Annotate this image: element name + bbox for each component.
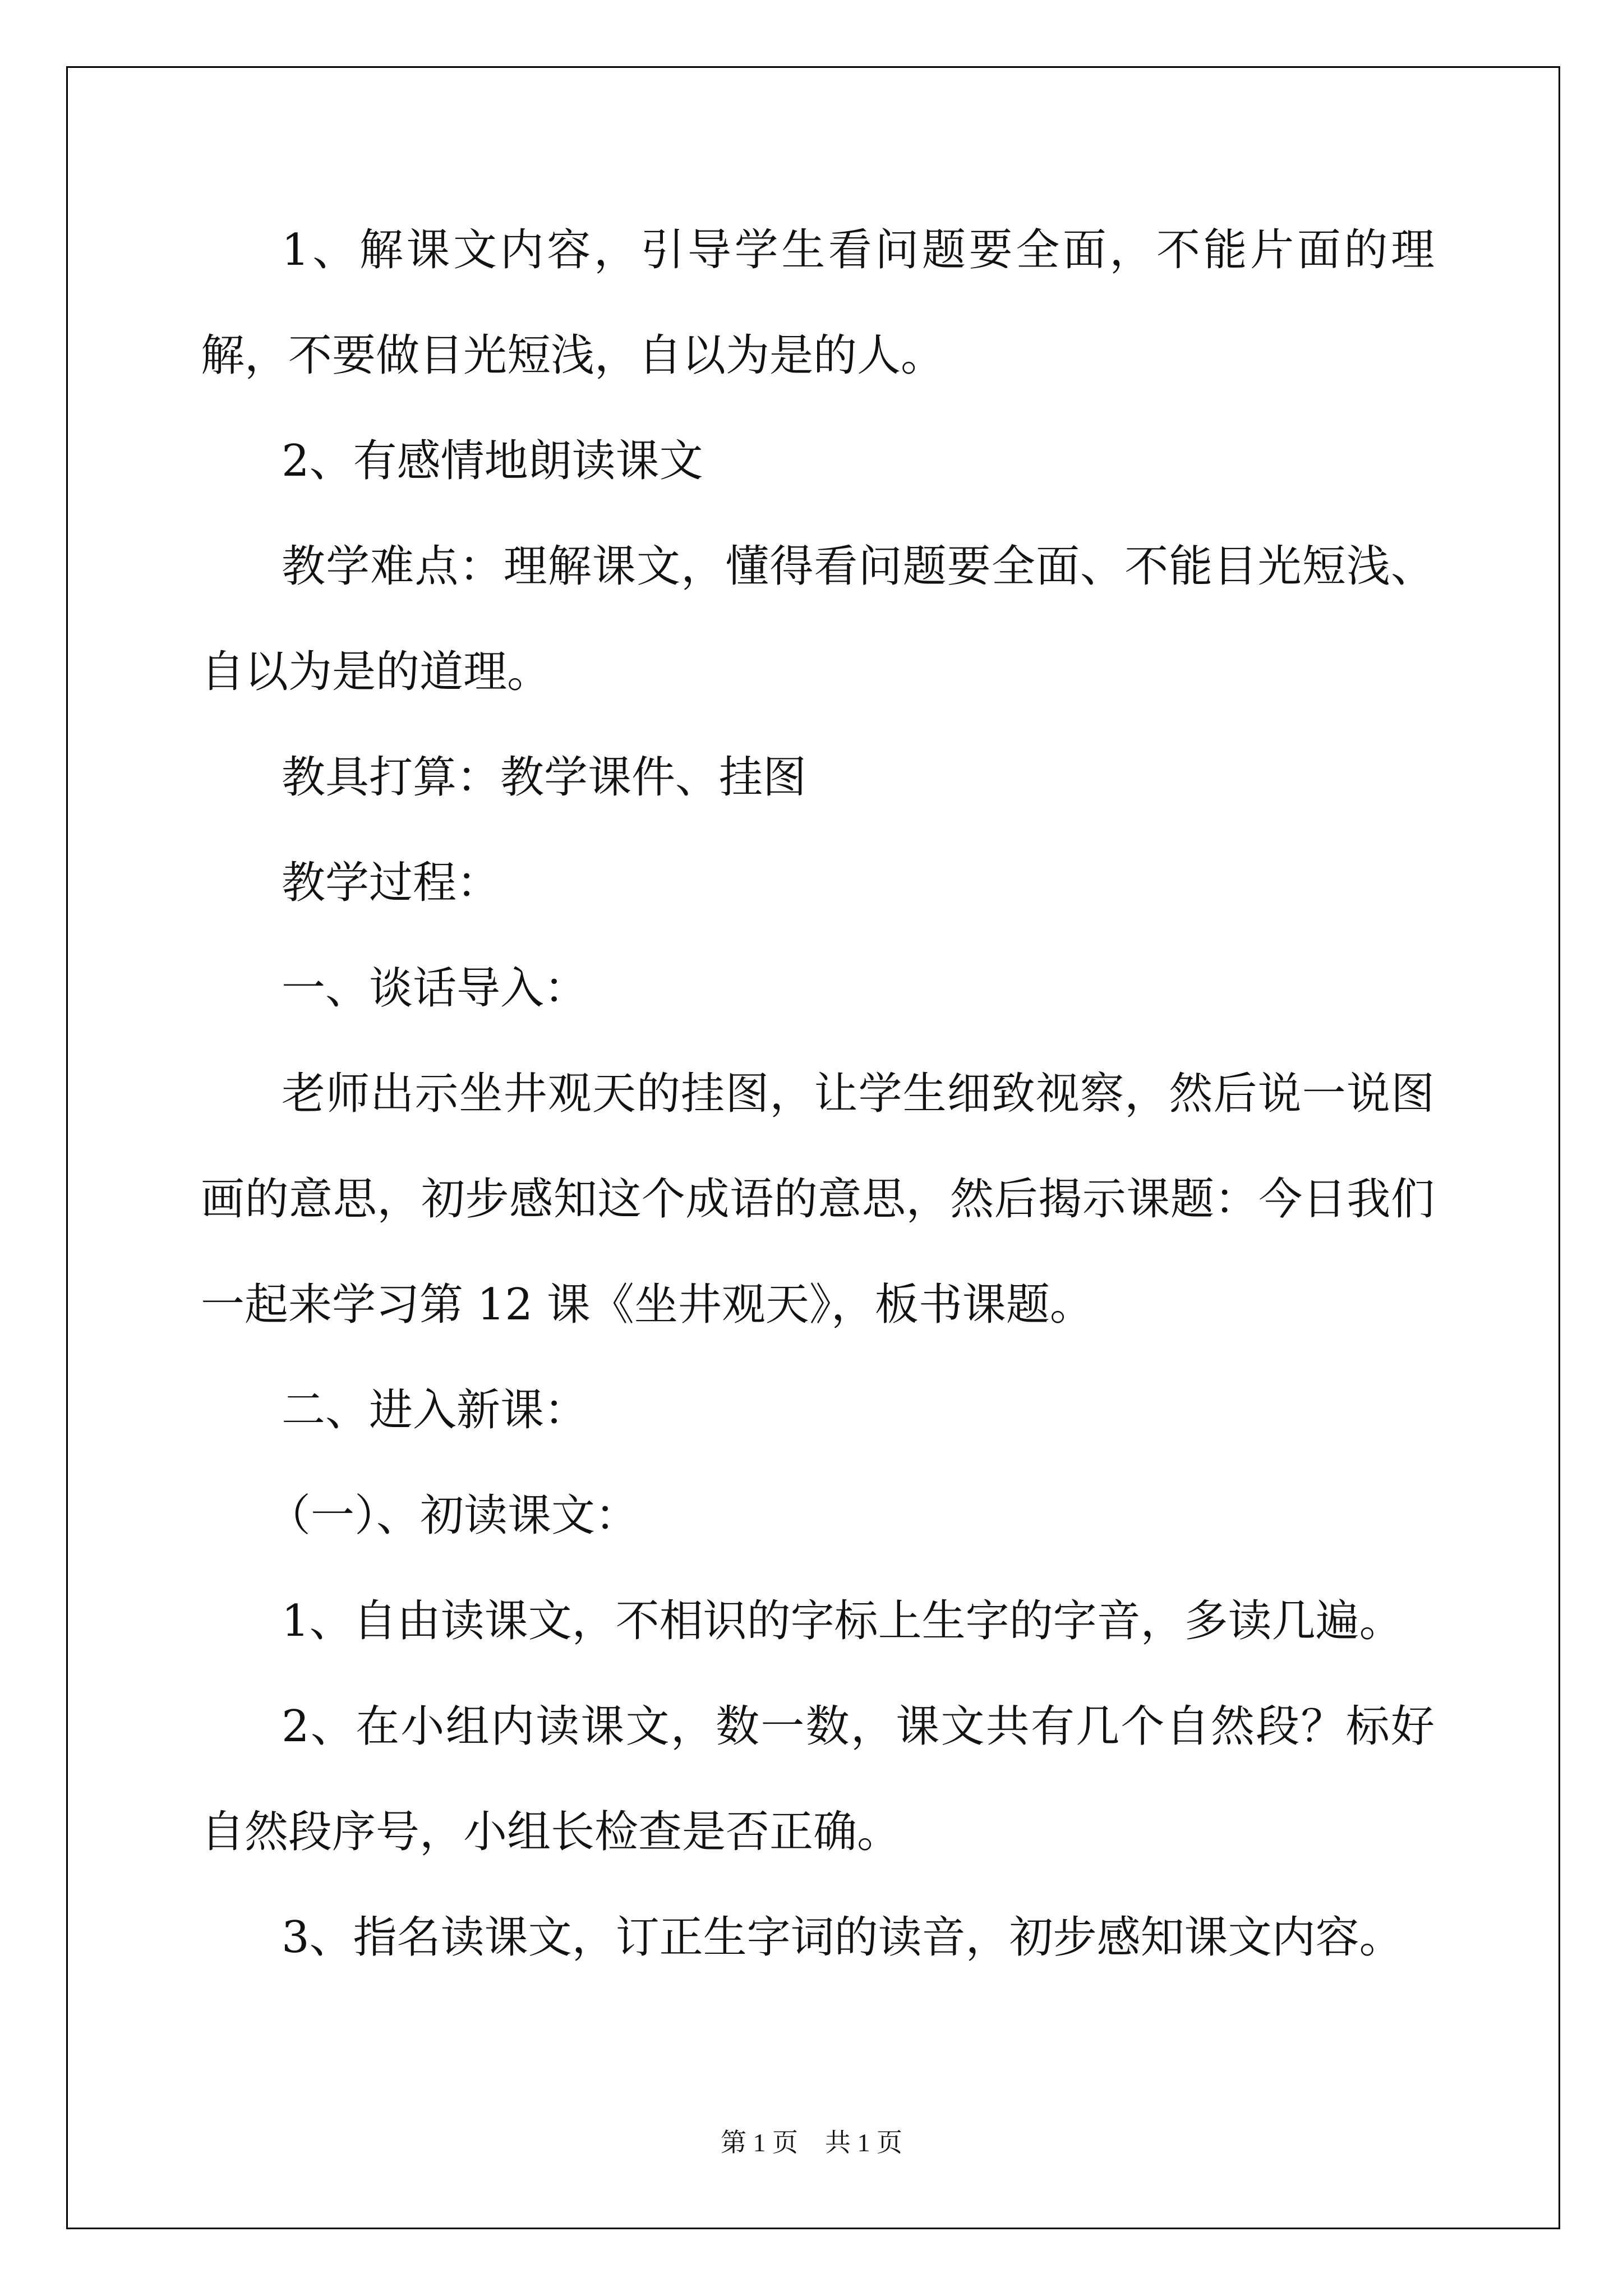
paragraph-introduction: 老师出示坐井观天的挂图，让学生细致视察，然后说一说图画的意思，初步感知这个成语的意思，然后揭示课题：今日我们一起来学习第 12 课《坐井观天》，板书课题。	[201, 1069, 1435, 1330]
paragraph-goal-2: 2、有感情地朗读课文	[282, 436, 703, 486]
paragraph-step-2: 2、在小组内读课文，数一数，课文共有几个自然段？标好自然段序号，小组长检查是否正确。	[201, 1701, 1435, 1857]
page-total: 共 1 页	[825, 2128, 902, 2157]
paragraph-step-3: 3、指名读课文，订正生字词的读音，初步感知课文内容。	[282, 1912, 1403, 1963]
paragraph-section-1-heading: 一、谈话导入：	[282, 963, 588, 1014]
page-footer	[0, 2126, 1623, 2160]
page-number: 第 1 页	[721, 2128, 798, 2157]
paragraph-process-heading: 教学过程：	[282, 858, 501, 908]
paragraph-goal-1: 1、解课文内容，引导学生看问题要全面，不能片面的理解，不要做目光短浅，自以为是的人。	[201, 225, 1435, 381]
paragraph-subsection-heading: （一）、初读课文：	[267, 1490, 639, 1541]
paragraph-difficulty: 教学难点：理解课文，懂得看问题要全面、不能目光短浅、自以为是的道理。	[201, 541, 1435, 697]
paragraph-section-2-heading: 二、进入新课：	[282, 1385, 588, 1435]
paragraph-step-1: 1、自由读课文，不相识的字标上生字的字音，多读几遍。	[282, 1596, 1403, 1646]
paragraph-teaching-aids: 教具打算：教学课件、挂图	[282, 752, 807, 803]
